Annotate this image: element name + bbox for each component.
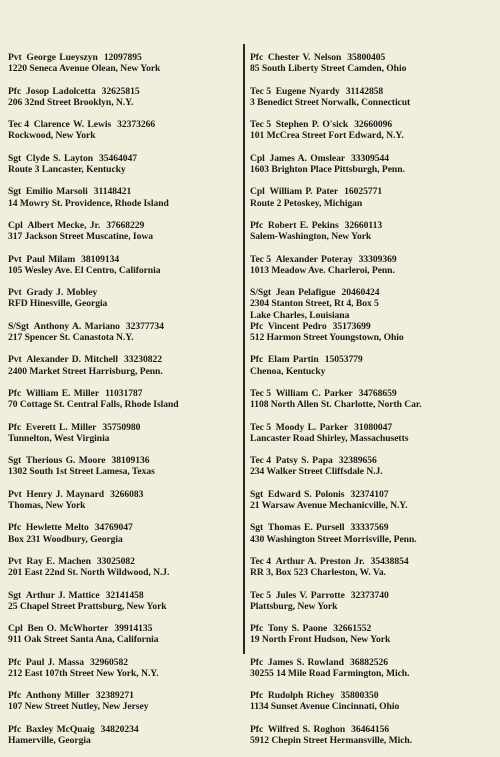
rank: Pfc xyxy=(8,656,22,668)
address-line: 19 North Front Hudson, New York xyxy=(250,634,391,646)
roster-entry xyxy=(250,556,494,590)
entry-name-line xyxy=(8,657,240,668)
address-line: 234 Walker Street Cliffsdale N.J. xyxy=(250,466,383,478)
roster-entry xyxy=(8,422,240,456)
entry-name-line xyxy=(250,186,494,197)
entry-name-line xyxy=(250,354,494,365)
address-line: Box 231 Woodbury, Georgia xyxy=(8,533,123,545)
entry-name-line xyxy=(8,186,240,197)
rank: Pfc xyxy=(250,219,264,231)
soldier-name: Clyde S. Layton xyxy=(25,152,93,164)
soldier-name: Emilio Marsoli xyxy=(25,186,88,198)
address-line: 1134 Sunset Avenue Cincinnati, Ohio xyxy=(250,701,400,713)
address-line: 317 Jackson Street Muscatine, Iowa xyxy=(8,231,153,243)
soldier-name: Everett L. Miller xyxy=(25,421,97,433)
soldier-name: Eugene Nyardy xyxy=(275,85,340,97)
serial-number: 20460424 xyxy=(341,287,380,299)
rank: Pfc xyxy=(8,85,22,97)
serial-number: 35173699 xyxy=(332,320,371,332)
address-line: 1302 South 1st Street Lamesa, Texas xyxy=(8,466,155,478)
roster-entry xyxy=(8,287,240,321)
soldier-name: George Lueyszyn xyxy=(26,52,98,63)
entry-name-line xyxy=(250,254,494,265)
entry-name-line xyxy=(250,489,494,500)
serial-number: 32141458 xyxy=(105,589,144,601)
roster-entry xyxy=(8,623,240,657)
entry-name-line xyxy=(250,52,494,63)
soldier-name: Vincent Pedro xyxy=(267,320,327,332)
entry-name-line xyxy=(250,522,494,533)
address-line: 3 Benedict Street Norwalk, Connecticut xyxy=(250,96,411,108)
rank: Cpl xyxy=(250,186,265,198)
soldier-name: Grady J. Mobley xyxy=(26,287,98,299)
entry-name-line xyxy=(250,119,494,130)
rank: Pfc xyxy=(250,723,264,735)
serial-number: 15053779 xyxy=(324,354,363,366)
address-line: 201 East 22nd St. North Wildwood, N.J. xyxy=(8,567,170,579)
entry-name-line xyxy=(250,623,494,634)
rank: Pvt xyxy=(8,488,22,500)
serial-number: 32661552 xyxy=(333,623,372,635)
address-line: RFD Hinesville, Georgia xyxy=(8,298,108,310)
serial-number: 32660113 xyxy=(344,219,383,231)
rank: Sgt xyxy=(8,589,22,601)
rank: Sgt xyxy=(8,186,22,198)
serial-number: 32625815 xyxy=(101,85,140,97)
address-line: 1013 Meadow Ave. Charleroi, Penn. xyxy=(250,264,395,276)
soldier-name: Paul J. Massa xyxy=(25,656,84,668)
serial-number: 12097895 xyxy=(103,52,142,63)
rank: Tec 5 xyxy=(250,85,271,97)
rank: Tec 4 xyxy=(250,455,271,467)
soldier-name: Robert E. Pekins xyxy=(267,219,339,231)
address-line: 105 Wesley Ave. El Centro, California xyxy=(8,264,161,276)
roster-entry xyxy=(8,52,240,86)
address-line: 1603 Brighton Place Pittsburgh, Penn. xyxy=(250,163,405,175)
entry-name-line xyxy=(8,590,240,601)
soldier-name: Wilfred S. Roghon xyxy=(267,723,346,735)
rank: Tec 5 xyxy=(250,253,271,265)
serial-number: 32660096 xyxy=(354,119,393,131)
roster-entry xyxy=(8,321,240,355)
roster-entry xyxy=(8,86,240,120)
roster-entry xyxy=(250,220,494,254)
entry-name-line xyxy=(8,489,240,500)
address-line: 911 Oak Street Santa Ana, California xyxy=(8,634,159,646)
entry-name-line xyxy=(8,220,240,231)
rank: S/Sgt xyxy=(8,320,30,332)
soldier-name: Patsy S. Papa xyxy=(275,455,333,467)
serial-number: 31142858 xyxy=(345,85,384,97)
entry-name-line xyxy=(8,86,240,97)
address-line: 25 Chapel Street Prattsburg, New York xyxy=(8,600,167,612)
rank: Pfc xyxy=(8,723,22,735)
column-divider xyxy=(243,44,245,654)
roster-entry xyxy=(250,52,494,86)
rank: Pvt xyxy=(8,354,22,366)
address-line: Tunnelton, West Virginia xyxy=(8,432,110,444)
roster-entry xyxy=(250,422,494,456)
address-line: 2304 Stanton Street, Rt 4, Box 5 xyxy=(250,298,379,310)
soldier-name: Jules V. Parrotte xyxy=(275,589,345,601)
serial-number: 35750980 xyxy=(102,421,141,433)
serial-number: 38109136 xyxy=(111,455,150,467)
roster-entry xyxy=(250,590,494,624)
soldier-name: William E. Miller xyxy=(25,387,100,399)
roster-entry xyxy=(8,254,240,288)
roster-entry xyxy=(250,321,494,355)
roster-entry xyxy=(250,354,494,388)
soldier-name: Anthony Miller xyxy=(25,690,90,702)
rank: Pvt xyxy=(8,287,22,299)
address-line: 107 New Street Nutley, New Jersey xyxy=(8,701,149,713)
soldier-name: Rudolph Richey xyxy=(267,690,335,702)
roster-entry xyxy=(8,186,240,220)
soldier-name: Jean Pelafigue xyxy=(275,287,336,299)
entry-name-line xyxy=(8,321,240,332)
rank: Pvt xyxy=(8,253,22,265)
address-line: Thomas, New York xyxy=(8,499,86,511)
serial-number: 36882526 xyxy=(349,656,388,668)
entry-name-line xyxy=(250,590,494,601)
address-line-2: Lake Charles, Louisiana xyxy=(250,309,350,321)
roster-entry xyxy=(250,724,494,757)
rank: Cpl xyxy=(250,152,265,164)
entry-name-line xyxy=(8,254,240,265)
roster-entry xyxy=(8,690,240,724)
soldier-name: Anthony A. Mariano xyxy=(33,320,120,332)
serial-number: 35800405 xyxy=(347,52,386,63)
serial-number: 39914135 xyxy=(114,623,153,635)
address-line: 2400 Market Street Harrisburg, Penn. xyxy=(8,365,163,377)
address-line: 1108 North Allen St. Charlotte, North Car. xyxy=(250,399,422,411)
roster-entry xyxy=(250,623,494,657)
address-line: 212 East 107th Street New York, N.Y. xyxy=(8,667,159,679)
address-line: RR 3, Box 523 Charleston, W. Va. xyxy=(250,567,386,579)
soldier-name: Edward S. Polonis xyxy=(267,488,345,500)
serial-number: 35800350 xyxy=(340,690,379,702)
entry-name-line xyxy=(8,52,240,63)
entry-name-line xyxy=(8,623,240,634)
soldier-name: Ben O. McWhorter xyxy=(27,623,109,635)
serial-number: 37668229 xyxy=(106,219,145,231)
roster-entry xyxy=(250,455,494,489)
roster-entry xyxy=(250,86,494,120)
serial-number: 3266083 xyxy=(110,488,144,500)
roster-entry xyxy=(8,657,240,691)
soldier-name: Alexander D. Mitchell xyxy=(26,354,119,366)
rank: Pvt xyxy=(8,555,22,567)
entry-name-line xyxy=(250,220,494,231)
entry-name-line xyxy=(250,388,494,399)
soldier-name: Hewlette Melto xyxy=(25,522,89,534)
soldier-name: James S. Rowland xyxy=(267,656,344,668)
rank: Pfc xyxy=(250,623,264,635)
serial-number: 31148421 xyxy=(93,186,132,198)
rank: Cpl xyxy=(8,623,23,635)
roster-entry xyxy=(250,388,494,422)
rank: Pfc xyxy=(250,354,264,366)
roster-column-right xyxy=(250,52,494,757)
soldier-name: Chester V. Nelson xyxy=(267,52,342,63)
rank: Pvt xyxy=(8,52,22,63)
entry-name-line xyxy=(8,354,240,365)
roster-entry xyxy=(8,354,240,388)
rank: Sgt xyxy=(8,455,22,467)
roster-entry xyxy=(8,556,240,590)
address-line: 85 South Liberty Street Camden, Ohio xyxy=(250,63,407,75)
soldier-name: Arthur J. Mattice xyxy=(25,589,100,601)
roster-entry xyxy=(8,455,240,489)
rank: Pfc xyxy=(250,690,264,702)
address-line: 30255 14 Mile Road Farmington, Mich. xyxy=(250,667,410,679)
address-line: 1220 Seneca Avenue Olean, New York xyxy=(8,63,161,75)
soldier-name: Clarence W. Lewis xyxy=(33,119,112,131)
rank: Sgt xyxy=(250,522,264,534)
entry-name-line xyxy=(250,422,494,433)
rank: Pfc xyxy=(8,421,22,433)
serial-number: 33025082 xyxy=(96,555,135,567)
address-line: 70 Cottage St. Central Falls, Rhode Island xyxy=(8,399,179,411)
address-line: 206 32nd Street Brooklyn, N.Y. xyxy=(8,96,134,108)
entry-name-line xyxy=(250,690,494,701)
rank: Tec 5 xyxy=(250,589,271,601)
serial-number: 32373266 xyxy=(117,119,156,131)
serial-number: 33309369 xyxy=(358,253,397,265)
entry-name-line xyxy=(250,455,494,466)
soldier-name: William C. Parker xyxy=(275,387,353,399)
roster-entry xyxy=(250,119,494,153)
entry-name-line xyxy=(250,321,494,332)
serial-number: 34768659 xyxy=(358,387,397,399)
address-line: 512 Harmon Street Youngstown, Ohio xyxy=(250,331,404,343)
soldier-name: Henry J. Maynard xyxy=(26,488,105,500)
roster-entry xyxy=(8,153,240,187)
roster-entry xyxy=(250,657,494,691)
entry-name-line xyxy=(8,690,240,701)
serial-number: 32374107 xyxy=(350,488,389,500)
serial-number: 32389271 xyxy=(95,690,134,702)
address-line: Route 3 Lancaster, Kentucky xyxy=(8,163,126,175)
address-line: Plattsburg, New York xyxy=(250,600,338,612)
serial-number: 32377734 xyxy=(125,320,164,332)
soldier-name: Therious G. Moore xyxy=(25,455,106,467)
serial-number: 35438854 xyxy=(370,555,409,567)
entry-name-line xyxy=(8,153,240,164)
serial-number: 11031787 xyxy=(105,387,143,399)
rank: Cpl xyxy=(8,219,23,231)
entry-name-line xyxy=(8,455,240,466)
soldier-name: Thomas E. Pursell xyxy=(267,522,345,534)
soldier-name: Arthur A. Preston Jr. xyxy=(275,555,365,567)
serial-number: 36464156 xyxy=(351,723,390,735)
address-line: Chenoa, Kentucky xyxy=(250,365,326,377)
rank: Tec 5 xyxy=(250,421,271,433)
soldier-name: Alexander Poteray xyxy=(275,253,353,265)
serial-number: 34820234 xyxy=(100,723,139,735)
rank: Tec 5 xyxy=(250,387,271,399)
roster-entry xyxy=(8,388,240,422)
address-line: 21 Warsaw Avenue Mechanicville, N.Y. xyxy=(250,499,408,511)
rank: Pfc xyxy=(250,320,264,332)
roster-entry xyxy=(250,287,494,321)
soldier-name: Paul Milam xyxy=(26,253,76,265)
soldier-name: Ray E. Machen xyxy=(26,555,91,567)
roster-entry xyxy=(250,153,494,187)
serial-number: 32373740 xyxy=(350,589,389,601)
rank: Tec 4 xyxy=(8,119,29,131)
entry-name-line xyxy=(250,86,494,97)
entry-name-line xyxy=(8,522,240,533)
address-line: 101 McCrea Street Fort Edward, N.Y. xyxy=(250,130,404,142)
roster-column-left xyxy=(8,52,240,757)
serial-number: 33230822 xyxy=(124,354,163,366)
rank: S/Sgt xyxy=(250,287,272,299)
soldier-name: William P. Pater xyxy=(269,186,339,198)
soldier-name: Josop Ladolcetta xyxy=(25,85,96,97)
roster-entry xyxy=(250,186,494,220)
entry-name-line xyxy=(250,556,494,567)
serial-number: 34769047 xyxy=(94,522,133,534)
soldier-name: Elam Partin xyxy=(267,354,319,366)
soldier-name: Baxley McQuaig xyxy=(25,723,95,735)
address-line: Salem-Washington, New York xyxy=(250,231,372,243)
soldier-name: James A. Omslear xyxy=(269,152,346,164)
soldier-name: Tony S. Paone xyxy=(267,623,328,635)
rank: Pfc xyxy=(8,522,22,534)
serial-number: 32960582 xyxy=(90,656,128,668)
entry-name-line xyxy=(250,287,494,298)
rank: Pfc xyxy=(250,656,264,668)
roster-entry xyxy=(250,522,494,556)
rank: Sgt xyxy=(8,152,22,164)
serial-number: 16025771 xyxy=(344,186,383,198)
rank: Pfc xyxy=(8,387,22,399)
address-line: 5912 Chepin Street Hermansville, Mich. xyxy=(250,735,413,747)
roster-entry xyxy=(250,254,494,288)
rank: Tec 5 xyxy=(250,119,271,131)
roster-entry xyxy=(8,489,240,523)
entry-name-line xyxy=(8,556,240,567)
entry-name-line xyxy=(250,153,494,164)
serial-number: 38109134 xyxy=(81,253,120,265)
serial-number: 31080047 xyxy=(354,421,393,433)
serial-number: 33309544 xyxy=(351,152,390,164)
rank: Sgt xyxy=(250,488,264,500)
address-line: Rockwood, New York xyxy=(8,130,96,142)
serial-number: 32389656 xyxy=(338,455,377,467)
soldier-name: Moody L. Parker xyxy=(275,421,349,433)
entry-name-line xyxy=(8,287,240,298)
address-line: Hamerville, Georgia xyxy=(8,735,91,747)
roster-entry xyxy=(8,724,240,757)
address-line: Route 2 Petoskey, Michigan xyxy=(250,197,363,209)
address-line: 14 Mowry St. Providence, Rhode Island xyxy=(8,197,169,209)
entry-name-line xyxy=(250,657,494,668)
entry-name-line xyxy=(8,119,240,130)
address-line: 430 Washington Street Morrisville, Penn. xyxy=(250,533,417,545)
roster-entry xyxy=(8,522,240,556)
roster-entry xyxy=(250,489,494,523)
serial-number: 33337569 xyxy=(350,522,389,534)
rank: Pfc xyxy=(250,52,264,63)
entry-name-line xyxy=(8,422,240,433)
soldier-name: Albert Mecke, Jr. xyxy=(27,219,101,231)
serial-number: 35464047 xyxy=(98,152,137,164)
entry-name-line xyxy=(250,724,494,735)
roster-entry xyxy=(8,590,240,624)
address-line: 217 Spencer St. Canastota N.Y. xyxy=(8,331,134,343)
rank: Tec 4 xyxy=(250,555,271,567)
entry-name-line xyxy=(8,388,240,399)
roster-entry xyxy=(8,119,240,153)
roster-entry xyxy=(250,690,494,724)
roster-entry xyxy=(8,220,240,254)
entry-name-line xyxy=(8,724,240,735)
soldier-name: Stephen P. O'sick xyxy=(275,119,349,131)
rank: Pfc xyxy=(8,690,22,702)
address-line: Lancaster Road Shirley, Massachusetts xyxy=(250,432,409,444)
